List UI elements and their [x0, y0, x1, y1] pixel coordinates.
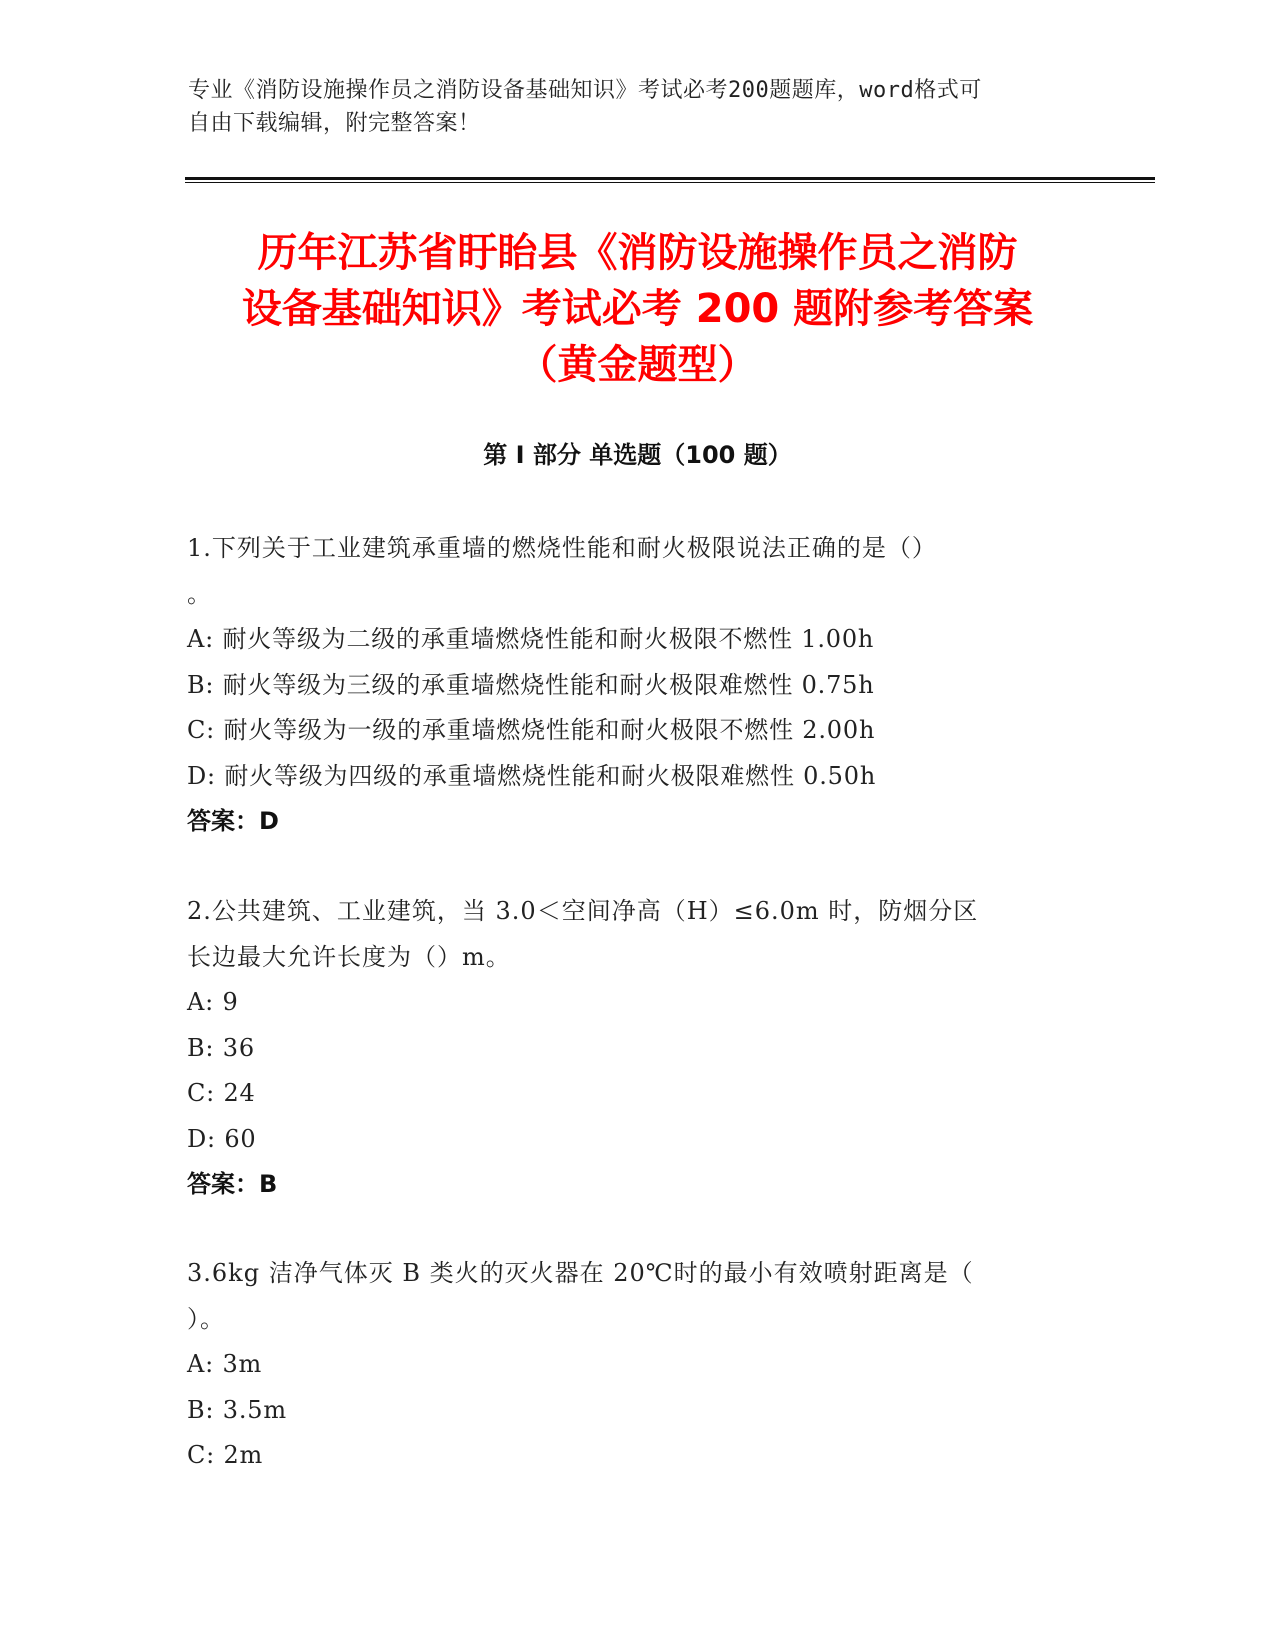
option-a: A: 耐火等级为二级的承重墙燃烧性能和耐火极限不燃性 1.00h	[187, 625, 875, 653]
answer: 答案：B	[187, 1170, 278, 1198]
header-note	[188, 74, 1068, 140]
header-note-line: 专业《消防设施操作员之消防设备基础知识》考试必考200题题库，word格式可	[188, 78, 982, 103]
option-c: C: 24	[187, 1079, 256, 1107]
option-b: B: 耐火等级为三级的承重墙燃烧性能和耐火极限难燃性 0.75h	[187, 670, 875, 699]
question-stem: 3.6kg 洁净气体灭 B 类火的灭火器在 20℃时的最小有效喷射距离是（	[187, 1259, 974, 1287]
question-stem: 1.下列关于工业建筑承重墙的燃烧性能和耐火极限说法正确的是（）	[187, 534, 937, 562]
header-divider-thin	[185, 182, 1155, 183]
document-title-line: （黄金题型）	[517, 342, 758, 388]
document-title	[160, 225, 1115, 393]
option-d: D: 耐火等级为四级的承重墙燃烧性能和耐火极限难燃性 0.50h	[187, 761, 877, 790]
option-a: A: 9	[187, 988, 239, 1016]
question-2	[187, 888, 1067, 1207]
question-stem: 。	[187, 580, 212, 608]
document-title-line: 设备基础知识》考试必考 200 题附参考答案	[241, 286, 1034, 332]
option-c: C: 耐火等级为一级的承重墙燃烧性能和耐火极限不燃性 2.00h	[187, 716, 876, 744]
section-title: 第 I 部分 单选题（100 题）	[483, 441, 792, 469]
answer: 答案：D	[187, 807, 279, 835]
question-3	[187, 1250, 1067, 1479]
document-title-line: 历年江苏省盱眙县《消防设施操作员之消防	[257, 230, 1018, 276]
option-b: B: 3.5m	[187, 1395, 287, 1424]
question-stem: ）。	[187, 1305, 225, 1333]
question-stem: 2.公共建筑、工业建筑，当 3.0＜空间净高（H）≤6.0m 时，防烟分区	[187, 897, 979, 925]
option-d: D: 60	[187, 1124, 257, 1153]
header-divider-thick	[185, 177, 1155, 180]
option-c: C: 2m	[187, 1441, 264, 1469]
question-1	[187, 525, 1067, 844]
option-b: B: 36	[187, 1033, 255, 1062]
question-stem: 长边最大允许长度为（）m。	[187, 943, 511, 971]
header-note-line: 自由下载编辑，附完整答案！	[188, 111, 481, 136]
option-a: A: 3m	[187, 1350, 263, 1378]
